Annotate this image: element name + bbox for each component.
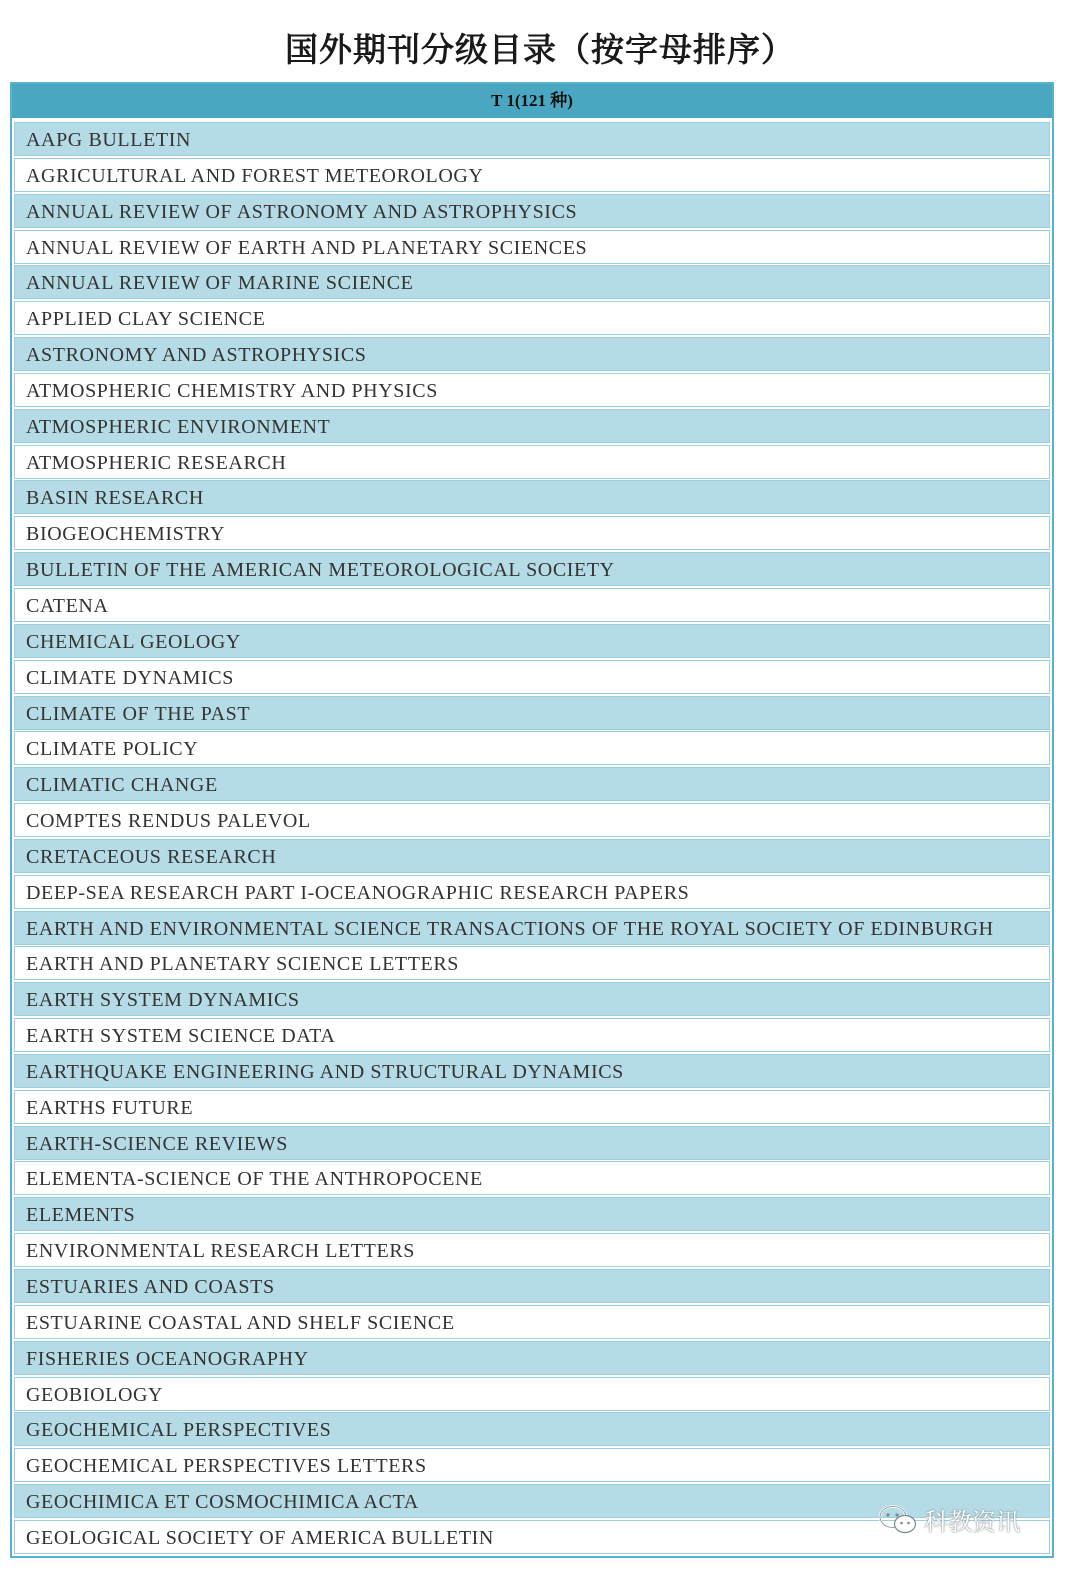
watermark <box>878 1502 1020 1537</box>
page-title: 国外期刊分级目录（按字母排序） <box>285 30 795 69</box>
table-row: EARTH AND ENVIRONMENTAL SCIENCE TRANSACTIONS OF THE ROYAL SOCIETY OF EDINBURGH <box>14 911 1050 945</box>
table-row: ATMOSPHERIC CHEMISTRY AND PHYSICS <box>14 373 1050 407</box>
wechat-icon <box>878 1505 918 1535</box>
table-row: ASTRONOMY AND ASTROPHYSICS <box>14 337 1050 371</box>
table-row: BIOGEOCHEMISTRY <box>14 516 1050 550</box>
table-row: AAPG BULLETIN <box>14 122 1050 156</box>
table-row: CATENA <box>14 588 1050 622</box>
table-row: EARTHQUAKE ENGINEERING AND STRUCTURAL DYNAMICS <box>14 1054 1050 1088</box>
table-row: DEEP-SEA RESEARCH PART I-OCEANOGRAPHIC RESEARCH PAPERS <box>14 875 1050 909</box>
table-row: ESTUARIES AND COASTS <box>14 1269 1050 1303</box>
table-header: T 1(121 种) <box>12 84 1052 120</box>
table-row: EARTH SYSTEM SCIENCE DATA <box>14 1018 1050 1052</box>
table-row: FISHERIES OCEANOGRAPHY <box>14 1341 1050 1375</box>
table-row: CLIMATE OF THE PAST <box>14 696 1050 730</box>
table-row: ANNUAL REVIEW OF MARINE SCIENCE <box>14 265 1050 299</box>
table-row: GEOCHEMICAL PERSPECTIVES <box>14 1412 1050 1446</box>
watermark-text: 科教资讯 <box>924 1508 1020 1536</box>
table-row: ATMOSPHERIC RESEARCH <box>14 445 1050 479</box>
table-row: BULLETIN OF THE AMERICAN METEOROLOGICAL SOCIETY <box>14 552 1050 586</box>
table-row: GEOLOGICAL SOCIETY OF AMERICA BULLETIN <box>14 1520 1050 1554</box>
table-row: COMPTES RENDUS PALEVOL <box>14 803 1050 837</box>
table-row: BASIN RESEARCH <box>14 480 1050 514</box>
table-row: ANNUAL REVIEW OF ASTRONOMY AND ASTROPHYSICS <box>14 194 1050 228</box>
table-row: ELEMENTA-SCIENCE OF THE ANTHROPOCENE <box>14 1161 1050 1195</box>
table-row: CLIMATE POLICY <box>14 731 1050 765</box>
table-body <box>12 120 1052 1554</box>
table-row: EARTH-SCIENCE REVIEWS <box>14 1126 1050 1160</box>
table-row: CRETACEOUS RESEARCH <box>14 839 1050 873</box>
table-row: ELEMENTS <box>14 1197 1050 1231</box>
table-row: APPLIED CLAY SCIENCE <box>14 301 1050 335</box>
table-row: AGRICULTURAL AND FOREST METEOROLOGY <box>14 158 1050 192</box>
table-row: CLIMATIC CHANGE <box>14 767 1050 801</box>
table-row: EARTH AND PLANETARY SCIENCE LETTERS <box>14 946 1050 980</box>
table-row: EARTH SYSTEM DYNAMICS <box>14 982 1050 1016</box>
table-row: GEOCHEMICAL PERSPECTIVES LETTERS <box>14 1448 1050 1482</box>
table-row: GEOBIOLOGY <box>14 1377 1050 1411</box>
table-row: ATMOSPHERIC ENVIRONMENT <box>14 409 1050 443</box>
table-row: EARTHS FUTURE <box>14 1090 1050 1124</box>
journal-table <box>10 82 1054 1558</box>
table-row: ESTUARINE COASTAL AND SHELF SCIENCE <box>14 1305 1050 1339</box>
table-row: CHEMICAL GEOLOGY <box>14 624 1050 658</box>
table-row: GEOCHIMICA ET COSMOCHIMICA ACTA <box>14 1484 1050 1518</box>
table-row: ANNUAL REVIEW OF EARTH AND PLANETARY SCIENCES <box>14 230 1050 264</box>
table-row: ENVIRONMENTAL RESEARCH LETTERS <box>14 1233 1050 1267</box>
table-row: CLIMATE DYNAMICS <box>14 660 1050 694</box>
